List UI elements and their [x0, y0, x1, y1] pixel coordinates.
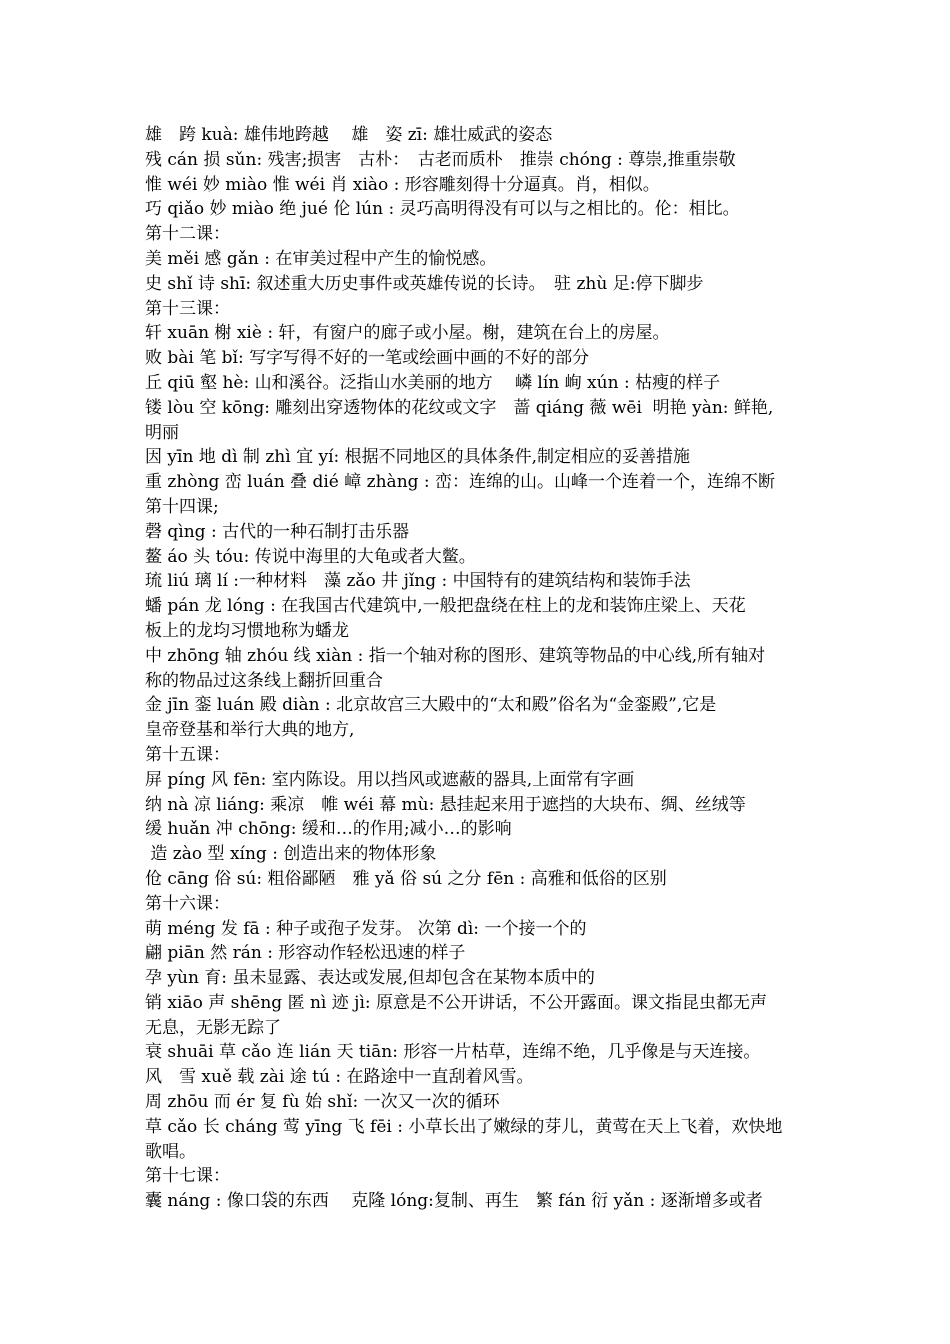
text-line: 造 zào 型 xíng : 创造出来的物体形象 [145, 844, 437, 865]
text-line: 鳌 áo 头 tóu: 传说中海里的大龟或者大鳖。 [145, 546, 476, 567]
text-line: 孕 yùn 育: 虽未显露、表达或发展,但却包含在某物本质中的 [145, 968, 595, 989]
text-line: 史 shǐ 诗 shī: 叙述重大历史事件或英雄传说的长诗。 驻 zhù 足:停下脚步 [145, 273, 704, 294]
lesson-heading: 第十七课： [145, 1166, 230, 1187]
text-line: 称的物品过这条线上翻折回重合 [145, 670, 383, 691]
lesson-heading: 第十二课： [145, 224, 230, 245]
text-line: 金 jīn 銮 luán 殿 diàn : 北京故宫三大殿中的“太和殿”俗名为“金銮殿”,它是 [145, 695, 717, 716]
lesson-heading: 第十六课： [145, 893, 230, 914]
text-line: 萌 méng 发 fā : 种子或孢子发芽。 次第 dì: 一个接一个的 [145, 918, 587, 939]
text-line: 皇帝登基和举行大典的地方, [145, 720, 355, 741]
lesson-heading: 第十五课： [145, 744, 230, 765]
lesson-heading: 第十三课： [145, 298, 230, 319]
text-line: 屏 píng 风 fēn: 室内陈设。用以挡风或遮蔽的器具,上面常有字画 [145, 769, 635, 790]
text-line: 巧 qiǎo 妙 miào 绝 jué 伦 lún : 灵巧高明得没有可以与之相比的。伦：相比。 [145, 199, 740, 220]
text-line: 丘 qiū 壑 hè: 山和溪谷。泛指山水美丽的地方 嶙 lín 峋 xún : 枯瘦的样子 [145, 372, 721, 393]
text-line: 伧 cāng 俗 sú: 粗俗鄙陋 雅 yǎ 俗 sú 之分 fēn : 高雅和低俗的区别 [145, 868, 667, 889]
text-line: 因 yīn 地 dì 制 zhì 宜 yí: 根据不同地区的具体条件,制定相应的妥善措施 [145, 447, 691, 468]
text-line: 重 zhòng 峦 luán 叠 dié 嶂 zhàng : 峦：连绵的山。山峰一个连着一个，连绵不断 [145, 472, 776, 493]
document-body [145, 123, 815, 1214]
text-line: 镂 lòu 空 kōng: 雕刻出穿透物体的花纹或文字 蔷 qiáng 薇 wēi 明艳 yàn: 鲜艳, [145, 397, 774, 418]
text-line: 风 雪 xuě 载 zài 途 tú : 在路途中一直刮着风雪。 [145, 1067, 534, 1088]
text-line: 销 xiāo 声 shēng 匿 nì 迹 jì: 原意是不公开讲话，不公开露面。课文指昆虫都无声 [145, 992, 768, 1013]
text-line: 磬 qìng : 古代的一种石制打击乐器 [145, 521, 410, 542]
text-line: 败 bài 笔 bǐ: 写字写得不好的一笔或绘画中画的不好的部分 [145, 348, 590, 369]
text-line: 中 zhōng 轴 zhóu 线 xiàn : 指一个轴对称的图形、建筑等物品的中心线,所有轴对 [145, 645, 766, 666]
lesson-heading: 第十四课; [145, 496, 219, 517]
text-line: 残 cán 损 sǔn: 残害;损害 古朴： 古老而质朴 推崇 chóng : 尊崇,推重崇敬 [145, 149, 736, 170]
text-line: 美 měi 感 gǎn : 在审美过程中产生的愉悦感。 [145, 248, 497, 269]
text-line: 明丽 [145, 422, 179, 443]
text-line: 草 cǎo 长 cháng 莺 yīng 飞 fēi : 小草长出了嫩绿的芽儿，黄莺在天上飞着，欢快地 [145, 1116, 783, 1137]
text-line: 惟 wéi 妙 miào 惟 wéi 肖 xiào : 形容雕刻得十分逼真。肖，相似。 [145, 174, 660, 195]
text-line: 纳 nà 凉 liáng: 乘凉 帷 wéi 幕 mù: 悬挂起来用于遮挡的大块布、绸、丝绒等 [145, 794, 746, 815]
text-line: 无息，无影无踪了 [145, 1017, 281, 1038]
text-line: 歌唱。 [145, 1141, 196, 1162]
text-line: 囊 náng : 像口袋的东西 克隆 lóng:复制、再生 繁 fán 衍 yǎn : 逐渐增多或者 [145, 1191, 763, 1212]
text-line: 衰 shuāi 草 cǎo 连 lián 天 tiān: 形容一片枯草，连绵不绝，几乎像是与天连接。 [145, 1042, 761, 1063]
text-line: 轩 xuān 榭 xiè : 轩，有窗户的廊子或小屋。榭，建筑在台上的房屋。 [145, 323, 670, 344]
text-line: 周 zhōu 而 ér 复 fù 始 shǐ: 一次又一次的循环 [145, 1092, 500, 1113]
text-line: 翩 piān 然 rán : 形容动作轻松迅速的样子 [145, 943, 466, 964]
text-line: 缓 huǎn 冲 chōng: 缓和…的作用;减小…的影响 [145, 819, 512, 840]
text-line: 蟠 pán 龙 lóng : 在我国古代建筑中,一般把盘绕在柱上的龙和装饰庄梁上、天花 [145, 596, 746, 617]
text-line: 雄 跨 kuà: 雄伟地跨越 雄 姿 zī: 雄壮威武的姿态 [145, 125, 553, 145]
text-line: 板上的龙均习惯地称为蟠龙 [145, 620, 349, 641]
text-line: 琉 liú 璃 lí :一种材料 藻 zǎo 井 jǐng : 中国特有的建筑结构和装饰手法 [145, 571, 691, 592]
